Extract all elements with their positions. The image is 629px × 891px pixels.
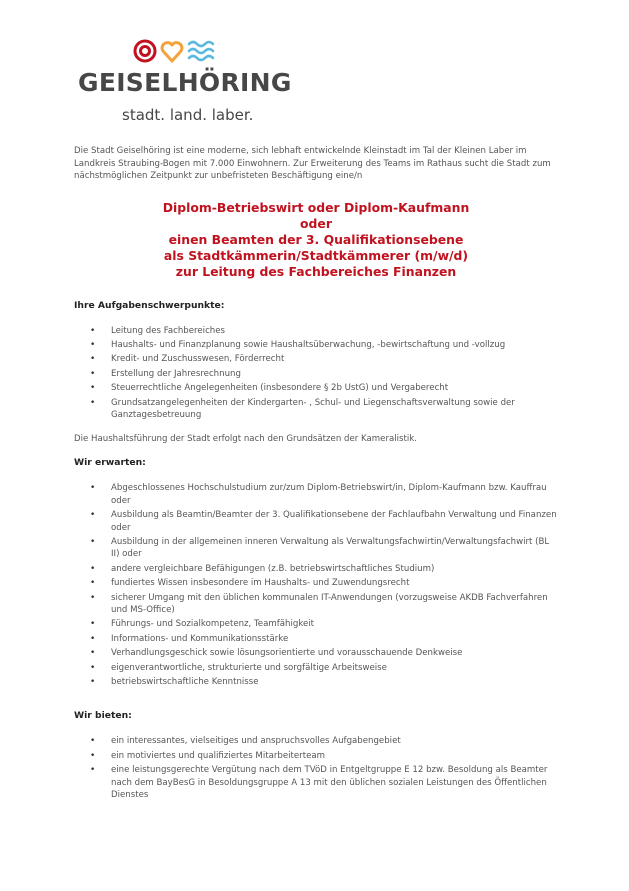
expect-list	[74, 482, 558, 688]
headline-line: einen Beamten der 3. Qualifikationsebene	[168, 231, 464, 247]
list-item: • Grundsatzangelegenheiten der Kindergarten- , Schul- und Liegenschaftsverwaltung sowie der Ganztagesbetreuung	[74, 397, 558, 422]
section-title-offer: Wir bieten:	[74, 710, 132, 722]
accounting-note: Die Haushaltsführung der Stadt erfolgt nach den Grundsätzen der Kameralistik.	[74, 434, 417, 445]
logo-tagline: stadt. land. laber.	[122, 106, 254, 124]
offer-list	[74, 735, 558, 801]
logo-icons	[133, 38, 233, 66]
tasks-list	[74, 325, 558, 422]
list-item: • eine leistungsgerechte Vergütung nach dem TVöD in Entgeltgruppe E 12 bzw. Besoldung als Beamter nach dem BayBesG in Besoldungsgruppe A 13 mit den üblichen sozialen Leistungen des Öffentlichen Dienstes	[74, 764, 558, 801]
list-item: • Informations- und Kommunikationsstärke	[74, 633, 558, 645]
list-item: • Führungs- und Sozialkompetenz, Teamfähigkeit	[74, 618, 558, 630]
list-item: • Kredit- und Zuschusswesen, Förderrecht	[74, 353, 558, 365]
list-item: • Haushalts- und Finanzplanung sowie Haushaltsüberwachung, -bewirtschaftung und -vollzug	[74, 339, 558, 351]
list-item: • fundiertes Wissen insbesondere im Haushalts- und Zuwendungsrecht	[74, 577, 558, 589]
list-item: • ein interessantes, vielseitiges und anspruchsvolles Aufgabengebiet	[74, 735, 558, 747]
list-item: • Leitung des Fachbereiches	[74, 325, 558, 337]
list-item: • Verhandlungsgeschick sowie lösungsorientierte und vorausschauende Denkweise	[74, 647, 558, 659]
target-icon	[135, 41, 155, 61]
intro-text: Die Stadt Geiselhöring ist eine moderne, sich lebhaft entwickelnde Kleinstadt im Tal der Kleinen Laber im Landkreis Straubing-Bogen mit 7.000 Einwohnern. Zur Erweiterung des Teams im Rathaus sucht die Stadt zum nächstmöglichen Zeitpunkt zur unbefristeten Beschäftigung eine/n	[74, 146, 551, 181]
document-body	[74, 145, 558, 803]
list-item: • ein motiviertes und qualifiziertes Mitarbeiterteam	[74, 750, 558, 762]
headline-line: oder	[300, 215, 332, 231]
headline-line: Diplom-Betriebswirt oder Diplom-Kaufmann	[162, 199, 470, 215]
waves-icon	[189, 42, 213, 60]
list-item: • andere vergleichbare Befähigungen (z.B. betriebswirtschaftliches Studium)	[74, 563, 558, 575]
heart-icon	[162, 43, 182, 61]
logo-name: GEISELHÖRING	[78, 68, 292, 97]
list-item: • betriebswirtschaftliche Kenntnisse	[74, 676, 558, 688]
list-item: • sicherer Umgang mit den üblichen kommunalen IT-Anwendungen (vorzugsweise AKDB Fachverfahren und MS-Office)	[74, 592, 558, 617]
list-item: • Erstellung der Jahresrechnung	[74, 368, 558, 380]
city-logo	[78, 38, 292, 128]
headline-line: zur Leitung des Fachbereiches Finanzen	[175, 263, 457, 279]
list-item: • Ausbildung als Beamtin/Beamter der 3. Qualifikationsebene der Fachlaufbahn Verwaltung und Finanzen oder	[74, 509, 558, 534]
job-headline	[74, 200, 558, 280]
list-item: • Steuerrechtliche Angelegenheiten (insbesondere § 2b UstG) und Vergaberecht	[74, 382, 558, 394]
list-item: • Abgeschlossenes Hochschulstudium zur/zum Diplom-Betriebswirt/in, Diplom-Kaufmann bzw. Kauffrau oder	[74, 482, 558, 507]
section-title-tasks: Ihre Aufgabenschwerpunkte:	[74, 299, 225, 311]
headline-line: als Stadtkämmerin/Stadtkämmerer (m/w/d)	[163, 247, 469, 263]
list-item: • Ausbildung in der allgemeinen inneren Verwaltung als Verwaltungsfachwirtin/Verwaltungsfachwirt (BL II) oder	[74, 536, 558, 561]
section-title-expect: Wir erwarten:	[74, 457, 146, 469]
list-item: • eigenverantwortliche, strukturierte und sorgfältige Arbeitsweise	[74, 662, 558, 674]
